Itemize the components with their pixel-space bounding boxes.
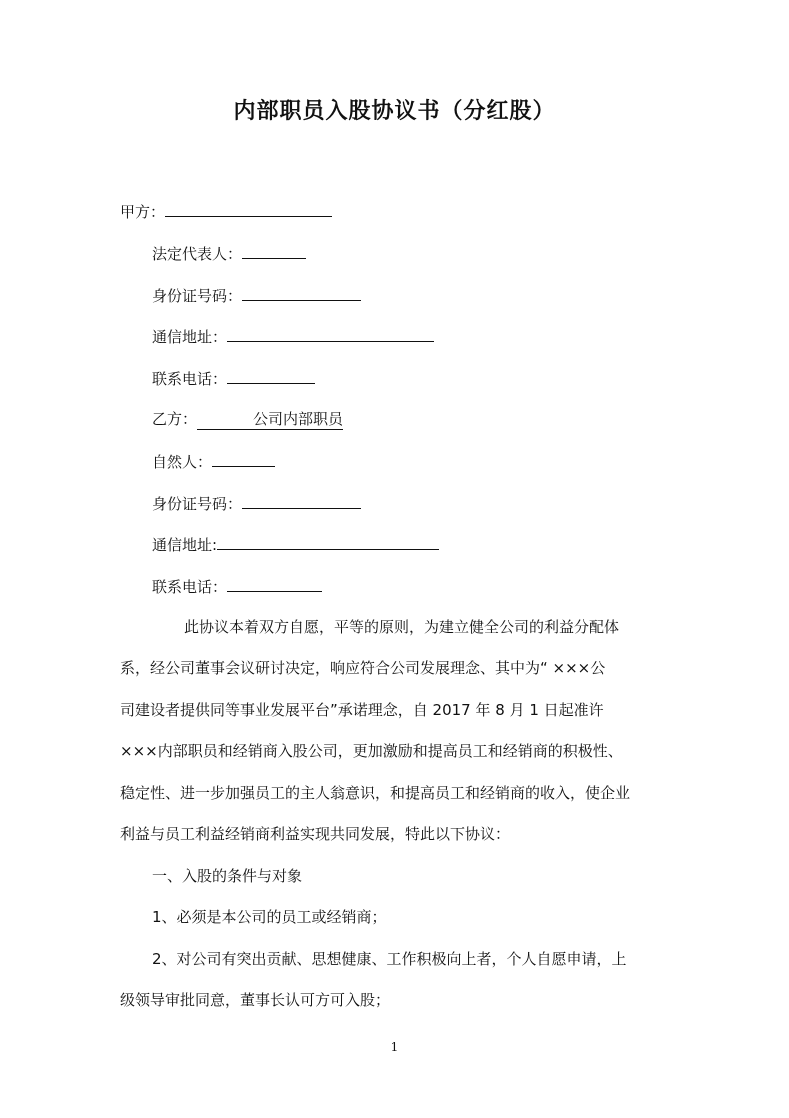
party-b-phone-label: 联系电话： [152, 578, 228, 596]
party-b-address-label: 通信地址: [152, 536, 218, 554]
party-b-id-label: 身份证号码： [152, 495, 243, 513]
party-a-phone-line [152, 367, 315, 389]
party-b-value: 公司内部职员 [197, 409, 343, 430]
party-a-id-label: 身份证号码： [152, 287, 243, 305]
body-line-5: 稳定性、进一步加强员工的主人翁意识，和提高员工和经销商的收入，使企业 [120, 784, 631, 802]
body-line-4: ×××内部职员和经销商入股公司，更加激励和提高员工和经销商的积极性、 [120, 742, 623, 760]
legal-rep-blank[interactable] [242, 242, 306, 259]
section-1-item-1: 1、必须是本公司的员工或经销商； [152, 908, 387, 926]
party-a-address-blank[interactable] [227, 325, 434, 342]
natural-person-blank[interactable] [212, 450, 275, 467]
party-b-id-blank[interactable] [242, 492, 361, 509]
party-b-label: 乙方： [152, 410, 198, 428]
body-line-6: 利益与员工利益经销商利益实现共同发展，特此以下协议： [120, 825, 511, 843]
party-b-phone-blank[interactable] [227, 575, 322, 592]
party-b-id-line [152, 492, 361, 514]
party-b-address-blank[interactable] [217, 533, 439, 550]
section-1-item-2-line-2: 级领导审批同意，董事长认可方可入股； [120, 991, 391, 1009]
body-line-1: 此协议本着双方自愿，平等的原则，为建立健全公司的利益分配体 [184, 618, 620, 636]
party-a-phone-label: 联系电话： [152, 370, 228, 388]
body-line-3: 司建设者提供同等事业发展平台”承诺理念，自 2017 年 8 月 1 日起准许 [120, 701, 604, 719]
body-line-2: 系，经公司董事会议研讨决定，响应符合公司发展理念、其中为“ ×××公 [120, 659, 606, 677]
party-a-id-blank[interactable] [242, 284, 361, 301]
legal-rep-label: 法定代表人： [152, 245, 243, 263]
party-a-address-label: 通信地址： [152, 328, 228, 346]
party-b-address-line [152, 533, 439, 555]
document-title: 内部职员入股协议书（分红股） [233, 98, 556, 124]
party-b-line [152, 409, 343, 430]
section-1-item-2-line-1: 2、对公司有突出贡献、思想健康、工作积极向上者，个人自愿申请，上 [152, 950, 627, 968]
party-a-blank[interactable] [165, 200, 332, 217]
party-b-phone-line [152, 575, 322, 597]
natural-person-label: 自然人： [152, 453, 213, 471]
legal-rep-line [152, 242, 306, 264]
party-a-line [120, 200, 332, 222]
party-a-address-line [152, 325, 434, 347]
party-a-id-line [152, 284, 361, 306]
section-1-heading: 一、入股的条件与对象 [152, 867, 303, 885]
natural-person-line [152, 450, 275, 472]
party-a-label: 甲方： [120, 203, 166, 221]
party-a-phone-blank[interactable] [227, 367, 315, 384]
page-number: 1 [390, 1040, 399, 1054]
